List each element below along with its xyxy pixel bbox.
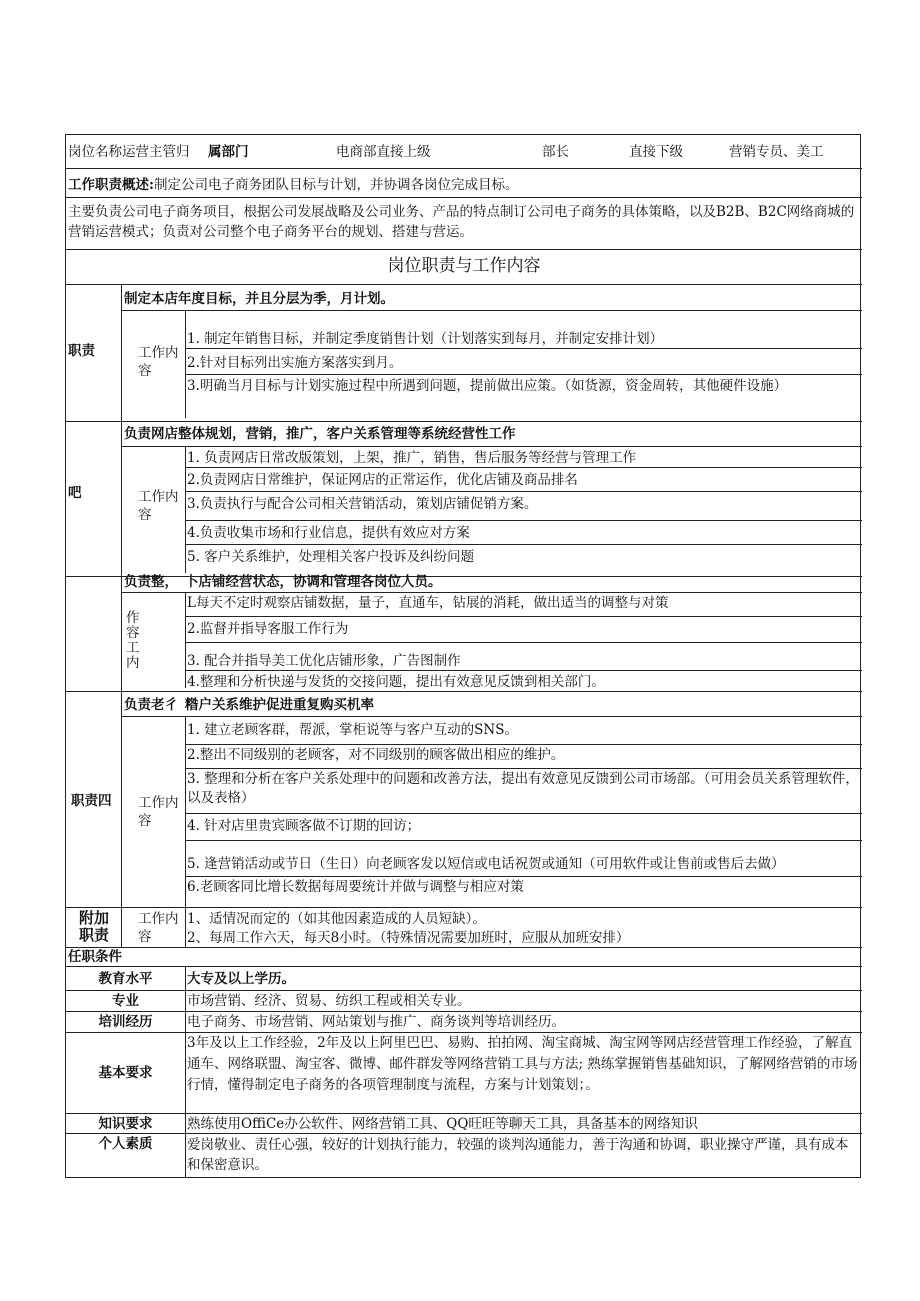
- duty4-label-fragment: 负责老彳: [124, 697, 178, 713]
- duty3-item-4: 4.整理和分析快递与发货的交接问题，提出有效意见反馈到相关部门。: [187, 674, 605, 690]
- duty4-item-1: 1. 建立老顾客群，帮派，掌柜说等与客户互动的SNS。: [187, 722, 518, 738]
- duty2-title: 负责网店整体规划，营销，推广，客户关系管理等系统经营性工作: [124, 426, 516, 442]
- duty1-sub-label: 工作内容: [138, 345, 179, 379]
- duty3-sub-label: 作容工内: [126, 610, 140, 671]
- req-personal-value: 爱岗敬业、责任心强，较好的计划执行能力，较强的谈判沟通能力，善于沟通和协调，职业操守严谨，具有成本和保密意识。: [187, 1137, 849, 1173]
- req-major-label: 专业: [112, 993, 139, 1009]
- department-value: 电商部直接上级: [336, 144, 431, 160]
- duty4-item-6: 6.老顾客同比增长数据每周要统计并做与调整与相应对策: [187, 879, 524, 895]
- overview-text: 制定公司电子商务团队目标与计划，并协调各岗位完成目标。: [153, 177, 519, 193]
- extra-item-1: 1、适情况而定的（如其他因素造成的人员短缺）。: [187, 911, 486, 927]
- duty1-item-3: 3.明确当月目标与计划实施过程中所遇到问题，提前做出应策。（如货源，资金周转，其他硬件设施）: [187, 378, 788, 394]
- req-major-value: 市场营销、经济、贸易、纺织工程或相关专业。: [187, 993, 471, 1009]
- main-duty-text: 主要负责公司电子商务项目，根据公司发展战略及公司业务、产品的特点制订公司电子商务的具体策略，以及B2B、B2C网络商城的营销运营模式；负责对公司整个电子商务平台的规划、搭建与营运。: [68, 204, 855, 240]
- duty3-item-1: L每天不定时观察店铺数据，量子，直通车，钻展的消耗，做出适当的调整与对策: [187, 595, 669, 611]
- duty1-item-2: 2.针对目标列出实施方案落实到月。: [187, 355, 403, 371]
- duty2-item-3: 3.负责执行与配合公司相关营销活动，策划店铺促销方案。: [187, 496, 538, 512]
- req-basic-value: 3年及以上工作经验，2年及以上阿里巴巴、易购、拍拍网、淘宝商城、淘宝网等网店经营管理工作经验，了解直通车、网络联盟、淘宝客、微博、邮件群发等网络营销工具与方法; 熟练掌握销售基础知识，了解网络营销的市场行情，懂得制定电子商务的各项管理制度与流程，方案与计划策划；。: [187, 1035, 858, 1093]
- extra-sub-label: 工作内容: [138, 911, 179, 945]
- duty1-label: 职责: [68, 343, 95, 359]
- duty3-label-fragment: 负责整，: [124, 574, 178, 590]
- extra-item-2: 2、每周工作六天，每天8小时。（特殊情况需要加班时，应服从加班安排）: [187, 930, 630, 946]
- section-title: 岗位职责与工作内容: [387, 256, 541, 276]
- duty4-item-5: 5. 逢营销活动或节日（生日）向老顾客发以短信或电话祝贺或通知（可用软件或让售前或售后去做）: [187, 856, 785, 872]
- req-knowledge-label: 知识要求: [98, 1116, 153, 1132]
- job-description-document: [65, 134, 861, 1178]
- duty4-title: 糌户关系维护促进重复购买机率: [185, 697, 374, 713]
- req-training-value: 电子商务、市场营销、网站策划与推广、商务谈判等培训经历。: [187, 1014, 565, 1030]
- req-education-label: 教育水平: [98, 971, 153, 987]
- duty4-label: 职责四: [71, 793, 112, 809]
- req-basic-label: 基本要求: [98, 1065, 153, 1081]
- requirements-title: 任职条件: [68, 949, 122, 965]
- duty2-sub-label: 工作内容: [138, 489, 179, 523]
- superior-value: 部长: [542, 144, 569, 160]
- overview-row: [68, 176, 518, 194]
- department-label: 属部门: [208, 144, 249, 160]
- duty4-sub-label: 工作内容: [138, 795, 179, 829]
- duty1-title: 制定本店年度目标，并且分层为季，月计划。: [124, 291, 394, 307]
- job-description-table: [65, 134, 861, 1178]
- duty3-title: 卜店铺经营状态，协调和管理各岗位人员。: [185, 574, 442, 590]
- duty2-label: 吧: [68, 485, 82, 501]
- duty1-item-1: 1. 制定年销售目标，并制定季度销售计划（计划落实到每月，并制定安排计划）: [187, 331, 664, 347]
- req-knowledge-value: 熟练使用OffiCe办公软件、网络营销工具、QQ旺旺等聊天工具，具备基本的网络知识: [187, 1116, 698, 1132]
- extra-duty-label: 附加职责: [78, 909, 109, 944]
- duty2-item-4: 4.负责收集市场和行业信息，提供有效应对方案: [187, 525, 470, 541]
- duty3-item-2: 2.监督并指导客服工作行为: [187, 621, 349, 637]
- duty4-item-3: 3. 整理和分析在客户关系处理中的问题和改善方法，提出有效意见反馈到公司市场部。（可用会员关系管理软件，以及表格）: [187, 771, 859, 806]
- duty4-item-4: 4. 针对店里贵宾顾客做不订期的回访；: [187, 818, 421, 834]
- subordinate-label: 直接下级: [629, 144, 683, 160]
- duty3-item-3: 3. 配合并指导美工优化店铺形象，广告图制作: [187, 653, 461, 669]
- duty2-item-5: 5. 客户关系维护，处理相关客户投诉及纠纷问题: [187, 549, 475, 565]
- req-education-value: 大专及以上学历。: [187, 971, 295, 987]
- duty2-item-1: 1. 负责网店日常改版策划，上架，推广，销售，售后服务等经营与管理工作: [187, 450, 637, 466]
- position-name-label: 岗位名称运营主管归: [68, 144, 190, 160]
- req-personal-label: 个人素质: [98, 1136, 153, 1152]
- subordinate-value: 营销专员、美工: [729, 144, 824, 160]
- req-training-label: 培训经历: [98, 1014, 153, 1030]
- duty4-item-2: 2.整出不同级别的老顾客，对不同级别的顾客做出相应的维护。: [187, 747, 565, 763]
- overview-label: 工作职责概述:: [68, 177, 154, 193]
- duty2-item-2: 2.负责网店日常维护，保证网店的正常运作，优化店铺及商品排名: [187, 472, 578, 488]
